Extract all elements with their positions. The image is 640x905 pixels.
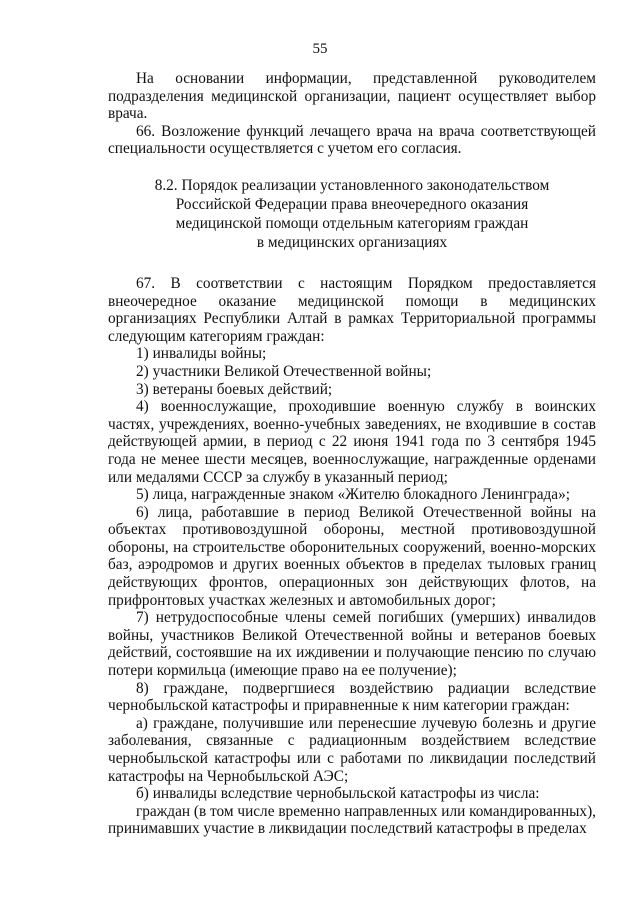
paragraph-67: 67. В соответствии с настоящим Порядком предоставляется внеочередное оказание медицинской помощи в медицинских организациях Республики Алтай в рамках Территориальной программы следующим категориям граждан:: [108, 274, 596, 345]
heading-line: 8.2. Порядок реализации установленного законодательством: [154, 176, 550, 194]
heading-line: в медицинских организациях: [256, 233, 448, 251]
paragraph-66: 66. Возложение функций лечащего врача на врача соответствующей специальности осуществляется с учетом его согласия.: [108, 122, 596, 158]
list-subitem-a: а) граждане, получившие или перенесшие лучевую болезнь и другие заболевания, связанные с радиационным воздействием вследствие чернобыльской катастрофы или с работами по ликвидации последствий катастрофы на Чернобыльской АЭС;: [108, 714, 596, 785]
page-number: 55: [312, 41, 328, 57]
list-item-6: 6) лица, работавшие в период Великой Отечественной войны на объектах противовоздушной обороны, местной противовоздушной обороны, на строительстве оборонительных сооружений, военно-морских баз, аэродромов и других военных объектов в пределах тыловых границ действующих фронтов, операционных зон действующих флотов, на прифронтовых участках железных и автомобильных дорог;: [108, 503, 596, 609]
list-item-7: 7) нетрудоспособные члены семей погибших (умерших) инвалидов войны, участников Великой Отечественной войны и ветеранов боевых действий, состоявшие на их иждивении и получающие пенсию по случаю потери кормильца (имеющие право на ее получение);: [108, 609, 596, 680]
list-item-4: 4) военнослужащие, проходившие военную службу в воинских частях, учреждениях, военно-учебных заведениях, не входившие в состав действующей армии, в период с 22 июня 1941 года по 3 сентября 1945 года не менее шести месяцев, военнослужащие, награжденные орденами или медалями СССР за службу в указанный период;: [108, 398, 596, 486]
page-content: [108, 70, 596, 838]
paragraph-continuation: граждан (в том числе временно направленных или командированных), принимавших участие в ликвидации последствий катастрофы в пределах: [108, 802, 596, 838]
section-heading-8-2: [108, 176, 596, 252]
paragraph-choice-of-doctor: На основании информации, представленной руководителем подразделения медицинской организации, пациент осуществляет выбор врача.: [108, 70, 596, 123]
list-item-2: 2) участники Великой Отечественной войны;: [136, 362, 432, 380]
list-item-3: 3) ветераны боевых действий;: [136, 380, 333, 398]
list-item-1: 1) инвалиды войны;: [136, 345, 267, 363]
heading-line: Российской Федерации права внеочередного оказания: [175, 195, 529, 213]
list-item-8: 8) граждане, подвергшиеся воздействию радиации вследствие чернобыльской катастрофы и приравненные к ним категории граждан:: [108, 679, 596, 715]
heading-line: медицинской помощи отдельным категориям граждан: [175, 214, 529, 232]
list-item-5: 5) лица, награжденные знаком «Жителю блокадного Ленинграда»;: [136, 486, 570, 504]
list-subitem-b: б) инвалиды вследствие чернобыльской катастрофы из числа:: [136, 785, 540, 803]
spacer: [108, 252, 596, 275]
